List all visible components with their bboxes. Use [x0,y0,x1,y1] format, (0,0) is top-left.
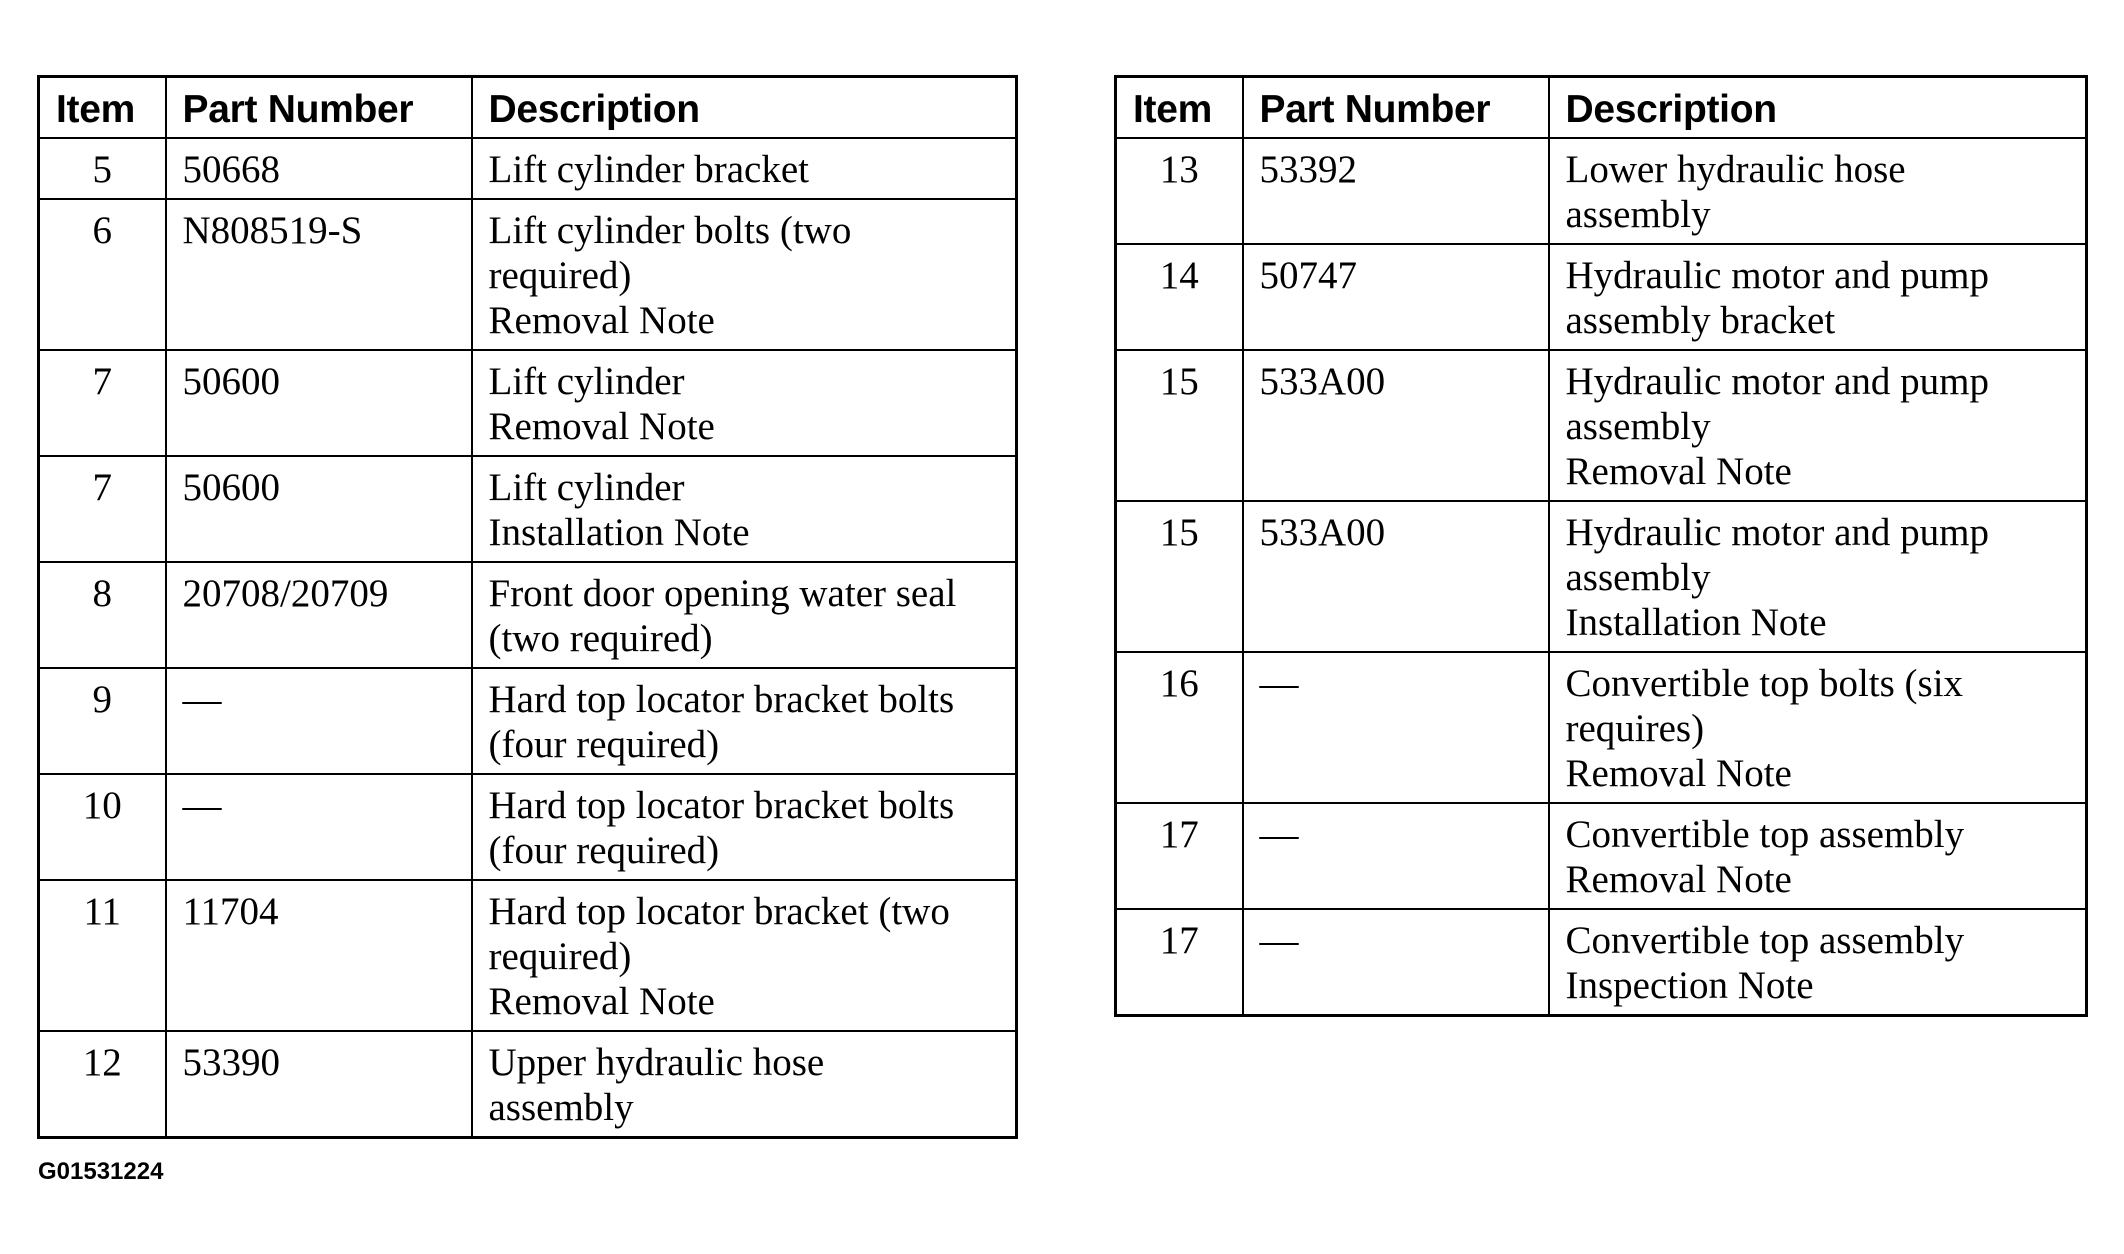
description-line: (four required) [488,723,720,766]
description-line: Upper hydraulic hose [488,1041,825,1084]
figure-id: G01531224 [38,1158,164,1185]
item-cell: 7 [39,350,166,456]
parts-table-left [37,75,1018,1139]
description-cell [472,1031,1017,1138]
description-line: Removal Note [1565,858,1792,901]
description-line: Convertible top assembly [1565,919,1965,962]
description-line: Hydraulic motor and pump [1565,511,1989,554]
table-header-row [1116,77,2087,139]
table-row [39,774,1017,880]
table-row [1116,803,2087,909]
header-item: Item [1116,77,1243,139]
description-line: required) [488,254,632,297]
item-cell: 9 [39,668,166,774]
description-cell [472,456,1017,562]
description-line: Removal Note [488,980,715,1023]
description-cell [472,199,1017,350]
description-cell [1549,350,2087,501]
item-cell: 5 [39,138,166,199]
table-row [39,880,1017,1031]
table-row [39,562,1017,668]
description-cell [472,880,1017,1031]
part-number-cell: 20708/20709 [166,562,472,668]
item-cell: 11 [39,880,166,1031]
part-number-cell: 50600 [166,456,472,562]
description-line: Removal Note [1565,450,1792,493]
part-number-cell: — [1243,803,1549,909]
table-row [39,668,1017,774]
description-line: Hydraulic motor and pump [1565,254,1989,297]
description-line: Hard top locator bracket bolts [488,784,955,827]
table-row [39,456,1017,562]
description-line: requires) [1565,707,1705,750]
part-number-cell: — [166,774,472,880]
description-cell [472,138,1017,199]
table-header-row [39,77,1017,139]
part-number-cell: 53392 [1243,138,1549,244]
description-line: (two required) [488,617,713,660]
description-line: Lower hydraulic hose [1565,148,1906,191]
description-line: assembly [1565,556,1711,599]
table-row [1116,350,2087,501]
part-number-cell: 50600 [166,350,472,456]
description-cell [472,562,1017,668]
part-number-cell: 50668 [166,138,472,199]
part-number-cell: 50747 [1243,244,1549,350]
part-number-cell: 533A00 [1243,350,1549,501]
description-line: Removal Note [1565,752,1792,795]
description-line: Inspection Note [1565,964,1814,1007]
description-cell [472,774,1017,880]
description-line: required) [488,935,632,978]
description-line: Removal Note [488,405,715,448]
description-cell [1549,501,2087,652]
description-cell [472,668,1017,774]
item-cell: 16 [1116,652,1243,803]
description-line: Installation Note [1565,601,1827,644]
part-number-cell: 533A00 [1243,501,1549,652]
table-body-right [1116,138,2087,1016]
table-row [39,138,1017,199]
description-line: Hydraulic motor and pump [1565,360,1989,403]
description-line: assembly [1565,193,1711,236]
description-line: Lift cylinder bracket [488,148,810,191]
description-line: Lift cylinder [488,466,685,509]
table-row [39,350,1017,456]
table-row [1116,138,2087,244]
item-cell: 13 [1116,138,1243,244]
description-line: Hard top locator bracket (two [488,890,950,933]
description-line: Removal Note [488,299,715,342]
description-cell [1549,244,2087,350]
header-part-number: Part Number [166,77,472,139]
description-line: Front door opening water seal [488,572,957,615]
description-line: Hard top locator bracket bolts [488,678,955,721]
table-row [1116,501,2087,652]
item-cell: 17 [1116,803,1243,909]
part-number-cell: — [1243,652,1549,803]
item-cell: 6 [39,199,166,350]
description-line: assembly [1565,405,1711,448]
header-description: Description [1549,77,2087,139]
part-number-cell: — [1243,909,1549,1016]
item-cell: 17 [1116,909,1243,1016]
description-line: Lift cylinder bolts (two [488,209,852,252]
description-cell [1549,803,2087,909]
table-body-left [39,138,1017,1138]
item-cell: 14 [1116,244,1243,350]
header-item: Item [39,77,166,139]
item-cell: 8 [39,562,166,668]
table-row [39,199,1017,350]
part-number-cell: 53390 [166,1031,472,1138]
item-cell: 12 [39,1031,166,1138]
parts-table-right [1114,75,2088,1017]
header-description: Description [472,77,1017,139]
item-cell: 7 [39,456,166,562]
description-line: (four required) [488,829,720,872]
part-number-cell: 11704 [166,880,472,1031]
description-cell [1549,909,2087,1016]
table-row [39,1031,1017,1138]
item-cell: 10 [39,774,166,880]
description-line: Convertible top assembly [1565,813,1965,856]
header-part-number: Part Number [1243,77,1549,139]
description-cell [1549,652,2087,803]
item-cell: 15 [1116,350,1243,501]
description-cell [472,350,1017,456]
description-line: Lift cylinder [488,360,685,403]
description-line: assembly [488,1086,634,1129]
table-row [1116,909,2087,1016]
table-row [1116,244,2087,350]
table-row [1116,652,2087,803]
description-line: assembly bracket [1565,299,1836,342]
description-cell [1549,138,2087,244]
item-cell: 15 [1116,501,1243,652]
part-number-cell: — [166,668,472,774]
description-line: Convertible top bolts (six [1565,662,1964,705]
description-line: Installation Note [488,511,750,554]
part-number-cell: N808519-S [166,199,472,350]
